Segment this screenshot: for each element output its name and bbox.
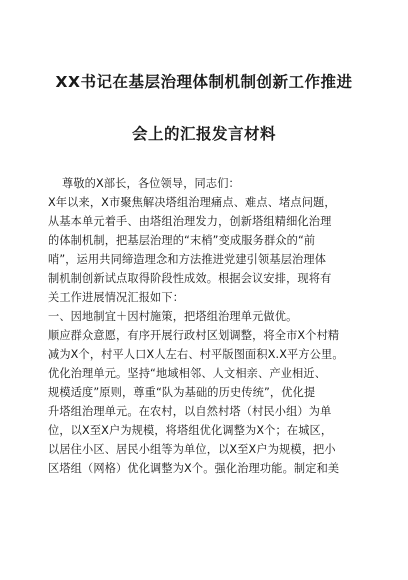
salutation: 尊敬的X部长，各位领导，同志们： <box>62 177 240 190</box>
body-line: 减为X个，村平人口X人左右、村平版图面积X.X平方公里。 <box>48 348 344 361</box>
body-line: 的体制机制，把基层治理的“末梢”变成服务群众的“前 <box>48 234 316 247</box>
body-line: 以居住小区、居民小组等为单位，以X至X户为规模，把小 <box>48 443 336 456</box>
body-line: 优化治理单元。坚持“地域相邻、人文相亲、产业相近、 <box>48 367 327 380</box>
body-line: 区塔组（网格）优化调整为X个。强化治理功能。制定和美 <box>48 462 340 475</box>
body-line: 制机制创新试点取得阶段性成效。根据会议安排，现将有 <box>48 272 332 285</box>
body-line: 哨”，运用共同缔造理念和方法推进党建引领基层治理体 <box>48 253 327 266</box>
document-title-line-2: 会上的汇报发言材料 <box>131 125 276 143</box>
body-line: 位，以X至X户为规模，将塔组优化调整为X个；在城区， <box>48 424 333 437</box>
document-title-line-1: XX书记在基层治理体制机制创新工作推进 <box>55 73 353 91</box>
body-line: 顺应群众意愿，有序开展行政村区划调整，将全市X个村精 <box>48 329 340 342</box>
section-heading: 一、因地制宜＋因村施策，把塔组治理单元做优。 <box>48 310 298 323</box>
body-line: 规模适度”原则，尊重“队为基础的历史传统”，优化提 <box>48 386 316 399</box>
body-line: 升塔组治理单元。在农村，以自然村塔（村民小组）为单 <box>48 405 332 418</box>
body-line: X年以来，X市聚焦解决塔组治理痛点、难点、堵点问题， <box>48 196 336 209</box>
body-line: 关工作进展情况汇报如下： <box>48 291 185 304</box>
body-line: 从基本单元着手、由塔组治理发力，创新塔组精细化治理 <box>48 215 332 228</box>
